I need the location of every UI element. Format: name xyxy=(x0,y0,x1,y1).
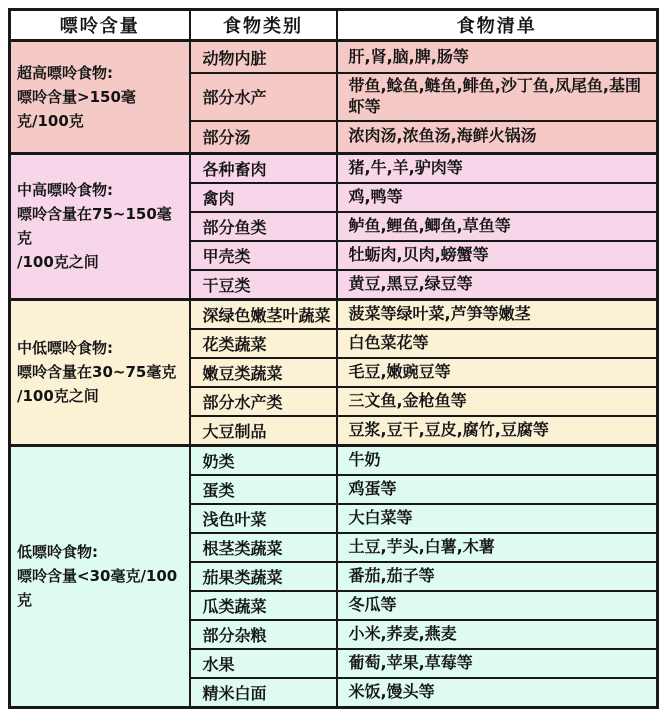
food-category-cell: 瓜类蔬菜 xyxy=(190,591,337,620)
table-body xyxy=(10,41,658,708)
food-category-cell: 禽肉 xyxy=(190,183,337,212)
header-food-category: 食物类别 xyxy=(190,10,337,41)
food-list-cell: 菠菜等绿叶菜,芦笋等嫩茎 xyxy=(337,299,658,329)
purine-level-label-line: 嘌呤含量<30毫克/100克 xyxy=(17,567,178,610)
food-category-cell: 根茎类蔬菜 xyxy=(190,533,337,562)
food-list-cell: 大白菜等 xyxy=(337,504,658,533)
food-list-cell: 猪,牛,羊,驴肉等 xyxy=(337,153,658,183)
header-food-list: 食物清单 xyxy=(337,10,658,41)
food-category-cell: 部分汤 xyxy=(190,121,337,154)
food-category-cell: 部分水产类 xyxy=(190,387,337,416)
food-category-cell: 甲壳类 xyxy=(190,241,337,270)
food-list-cell: 三文鱼,金枪鱼等 xyxy=(337,387,658,416)
food-category-cell: 浅色叶菜 xyxy=(190,504,337,533)
food-list-cell: 白色菜花等 xyxy=(337,329,658,358)
food-category-cell: 水果 xyxy=(190,649,337,678)
food-list-cell: 黄豆,黑豆,绿豆等 xyxy=(337,270,658,300)
food-list-cell: 小米,荞麦,燕麦 xyxy=(337,620,658,649)
food-list-cell: 牡蛎肉,贝肉,螃蟹等 xyxy=(337,241,658,270)
purine-level-cell-medium-low-purine xyxy=(10,299,190,445)
food-category-cell: 精米白面 xyxy=(190,678,337,708)
food-list-cell: 鸡蛋等 xyxy=(337,475,658,504)
food-category-cell: 干豆类 xyxy=(190,270,337,300)
food-list-cell: 浓肉汤,浓鱼汤,海鲜火锅汤 xyxy=(337,121,658,154)
purine-food-table-wrapper xyxy=(8,8,659,709)
food-category-cell: 蛋类 xyxy=(190,475,337,504)
food-category-cell: 嫩豆类蔬菜 xyxy=(190,358,337,387)
table-row xyxy=(10,445,658,475)
purine-level-label-line: /100克之间 xyxy=(17,253,99,272)
purine-level-cell-low-purine xyxy=(10,445,190,707)
purine-level-label-line: 嘌呤含量在30~75毫克 xyxy=(17,363,177,382)
food-category-cell: 动物内脏 xyxy=(190,41,337,74)
purine-level-label-line: 中低嘌呤食物: xyxy=(17,339,113,358)
food-list-cell: 牛奶 xyxy=(337,445,658,475)
header-purine-content: 嘌呤含量 xyxy=(10,10,190,41)
purine-level-label-line: 嘌呤含量>150毫克/100克 xyxy=(17,87,136,130)
table-row xyxy=(10,41,658,74)
purine-level-cell-ultra-high-purine xyxy=(10,41,190,154)
food-list-cell: 葡萄,苹果,草莓等 xyxy=(337,649,658,678)
food-category-cell: 茄果类蔬菜 xyxy=(190,562,337,591)
food-category-cell: 部分鱼类 xyxy=(190,212,337,241)
header-row xyxy=(10,10,658,41)
food-list-cell: 番茄,茄子等 xyxy=(337,562,658,591)
table-row xyxy=(10,299,658,329)
food-list-cell: 土豆,芋头,白薯,木薯 xyxy=(337,533,658,562)
food-category-cell: 各种畜肉 xyxy=(190,153,337,183)
food-category-cell: 深绿色嫩茎叶蔬菜 xyxy=(190,299,337,329)
food-list-cell: 鸡,鸭等 xyxy=(337,183,658,212)
table-row xyxy=(10,153,658,183)
purine-level-label-line: /100克之间 xyxy=(17,387,99,406)
food-list-cell: 冬瓜等 xyxy=(337,591,658,620)
food-category-cell: 奶类 xyxy=(190,445,337,475)
food-list-cell: 鲈鱼,鲤鱼,鲫鱼,草鱼等 xyxy=(337,212,658,241)
food-category-cell: 大豆制品 xyxy=(190,416,337,446)
purine-level-label-line: 超高嘌呤食物: xyxy=(17,63,113,82)
food-list-cell: 米饭,馒头等 xyxy=(337,678,658,708)
purine-level-label-line: 中高嘌呤食物: xyxy=(17,181,113,200)
purine-level-cell-medium-high-purine xyxy=(10,153,190,299)
food-list-cell: 毛豆,嫩豌豆等 xyxy=(337,358,658,387)
purine-level-label-line: 嘌呤含量在75~150毫克 xyxy=(17,205,172,248)
food-list-cell: 带鱼,鲶鱼,鲢鱼,鲱鱼,沙丁鱼,凤尾鱼,基围虾等 xyxy=(337,73,658,121)
food-category-cell: 部分水产 xyxy=(190,73,337,121)
food-category-cell: 花类蔬菜 xyxy=(190,329,337,358)
purine-level-label-line: 低嘌呤食物: xyxy=(17,543,98,562)
purine-food-table xyxy=(8,8,659,709)
food-list-cell: 豆浆,豆干,豆皮,腐竹,豆腐等 xyxy=(337,416,658,446)
food-category-cell: 部分杂粮 xyxy=(190,620,337,649)
food-list-cell: 肝,肾,脑,脾,肠等 xyxy=(337,41,658,74)
